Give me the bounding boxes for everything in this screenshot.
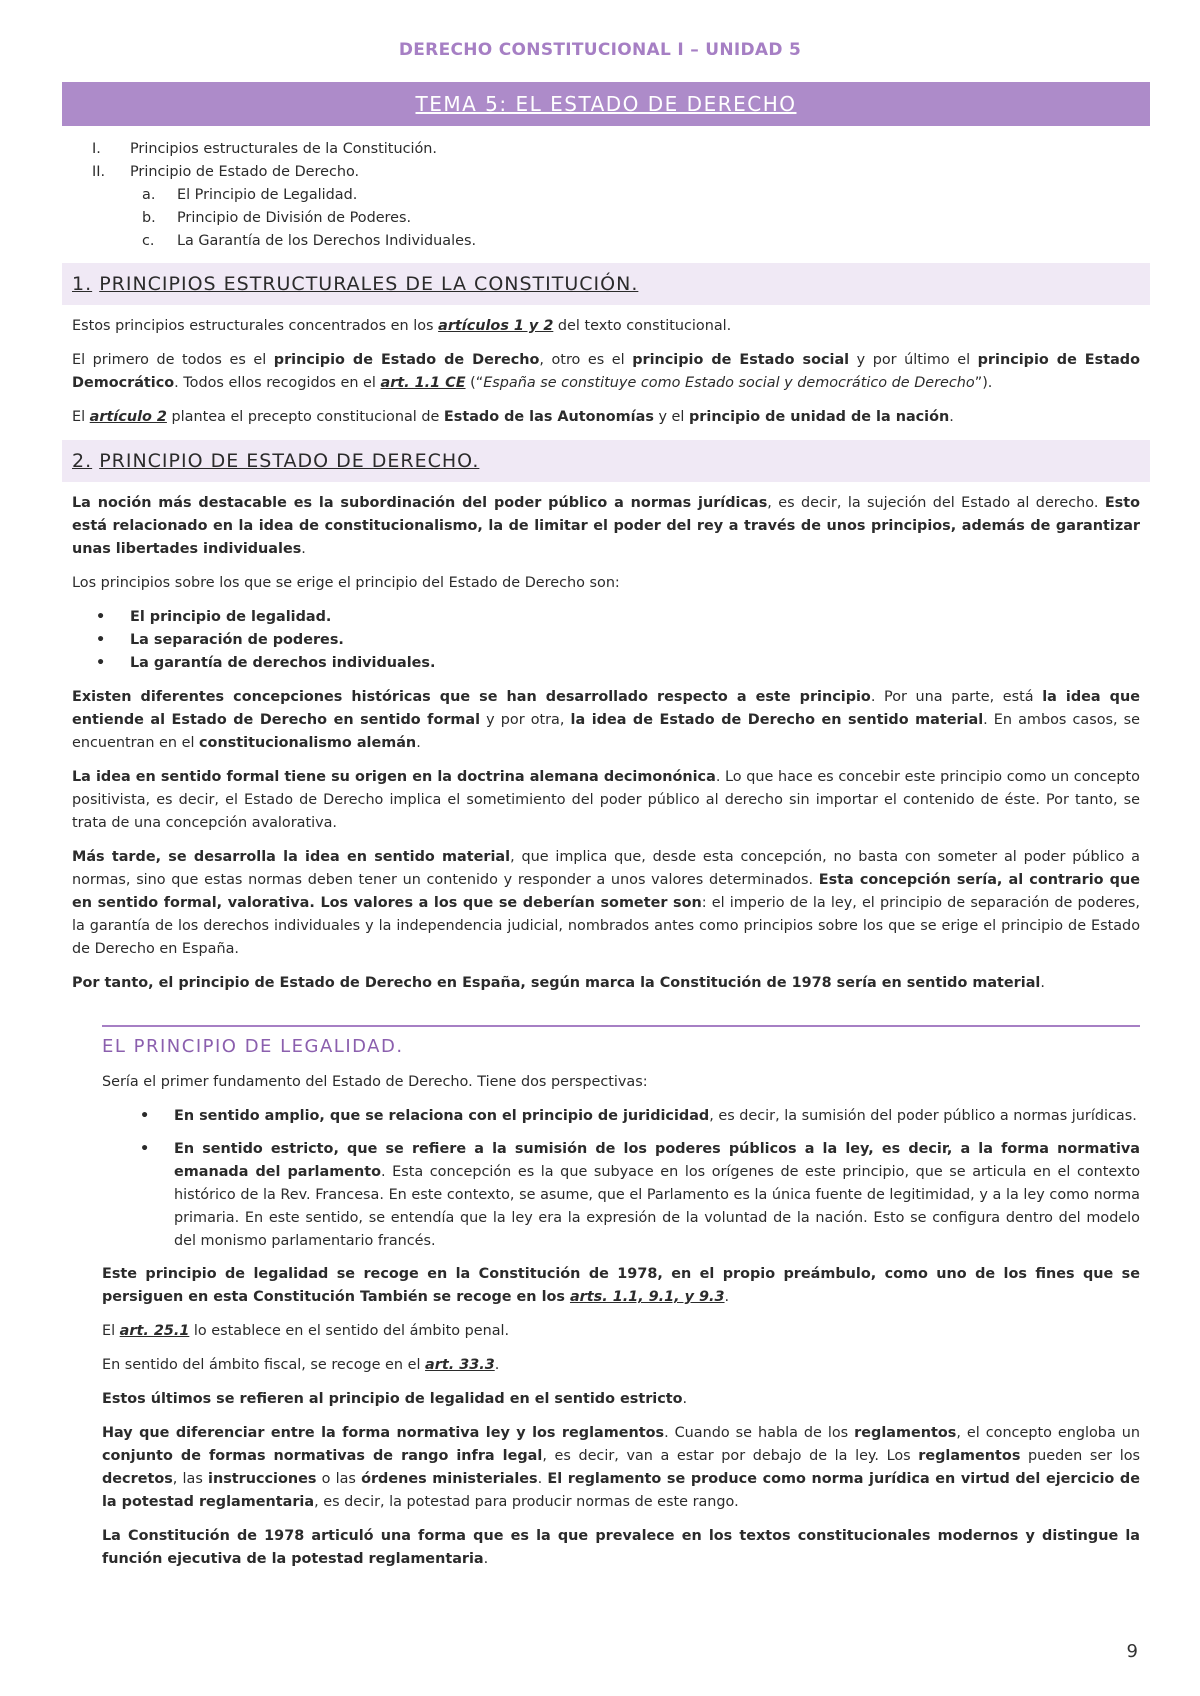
paragraph: Este principio de legalidad se recoge en la Constitución de 1978, en el propio preámbulo, como uno de los fines que se persiguen en esta Constitución También se recoge en los arts. 1.1, 9.1, y 9.3. [102, 1266, 1140, 1305]
subsection-legalidad [102, 1025, 1140, 1571]
paragraph: Más tarde, se desarrolla la idea en sentido material, que implica que, desde esta concepción, no basta con someter al poder público a normas, sino que estas normas deben tener un contenido y responder a unos valores determinados. Esta concepción sería, al contrario que en sentido formal, valorativa. Los valores a los que se deberían someter son: el imperio de la ley, el principio de separación de poderes, la garantía de los derechos individuales y la independencia judicial, nombrados antes como principios sobre los que se erige el principio de Estado de Derecho en España. [72, 849, 1140, 957]
article-reference: art. 25.1 [119, 1323, 190, 1339]
toc-text: Principios estructurales de la Constitución. [130, 141, 437, 157]
subsection-content [102, 1071, 1140, 1571]
paragraph: En sentido del ámbito fiscal, se recoge en el art. 33.3. [102, 1357, 500, 1373]
toc-item [72, 138, 1140, 161]
section-title: PRINCIPIOS ESTRUCTURALES DE LA CONSTITUCIÓN. [99, 273, 639, 295]
list-item: • En sentido estricto, que se refiere a la sumisión de los poderes públicos a la ley, es decir, a la forma normativa emanada del parlamento. Esta concepción es la que subyace en los orígenes de este principio, que se articula en el contexto histórico de la Rev. Francesa. En este contexto, se asume, que el Parlamento es la única fuente de legitimidad, y a la ley como norma primaria. En este sentido, se entendía que la ley era la expresión de la voluntad de la nación. Esto se configura dentro del modelo del monismo parlamentario francés. [102, 1138, 1140, 1253]
section-number: 2. [72, 450, 93, 472]
page-number: 9 [1126, 1641, 1138, 1662]
list-item: • El principio de legalidad. [72, 606, 1140, 629]
paragraph: Sería el primer fundamento del Estado de Derecho. Tiene dos perspectivas: [102, 1074, 648, 1090]
perspectives-list [102, 1105, 1140, 1253]
section-1-heading [62, 263, 1150, 305]
list-item: • En sentido amplio, que se relaciona con el principio de juridicidad, es decir, la sumisión del poder público a normas jurídicas. [102, 1105, 1140, 1128]
toc-text: La Garantía de los Derechos Individuales. [177, 233, 477, 249]
table-of-contents [72, 138, 1140, 253]
paragraph: El primero de todos es el principio de Estado de Derecho, otro es el principio de Estado social y por último el principio de Estado Democrático. Todos ellos recogidos en el art. 1.1 CE (“España se constituye como Estado social y democrático de Derecho”). [72, 352, 1140, 391]
subsection-divider [102, 1025, 1140, 1027]
paragraph: Por tanto, el principio de Estado de Derecho en España, según marca la Constitución de 1978 sería en sentido material. [72, 975, 1045, 991]
subsection-title: EL PRINCIPIO DE LEGALIDAD. [102, 1036, 404, 1057]
toc-number: I. [92, 141, 101, 157]
toc-text: El Principio de Legalidad. [177, 187, 358, 203]
paragraph: La idea en sentido formal tiene su origen en la doctrina alemana decimonónica. Lo que hace es concebir este principio como un concepto positivista, es decir, el Estado de Derecho implica el sometimiento del poder público al derecho sin importar el contenido de éste. Por tanto, se trata de una concepción avalorativa. [72, 769, 1140, 831]
article-reference: arts. 1.1, 9.1, y 9.3 [569, 1289, 725, 1305]
toc-item [72, 161, 1140, 184]
topic-title-banner [62, 82, 1150, 126]
paragraph: La noción más destacable es la subordinación del poder público a normas jurídicas, es decir, la sujeción del Estado al derecho. Esto está relacionado en la idea de constitucionalismo, la de limitar el poder del rey a través de unos principios, además de garantizar unas libertades individuales. [72, 495, 1140, 557]
principles-list [72, 606, 1140, 675]
toc-subitem [72, 230, 1140, 253]
toc-subitem [72, 184, 1140, 207]
article-reference: art. 33.3 [425, 1357, 495, 1373]
paragraph: La Constitución de 1978 articuló una forma que es la que prevalece en los textos constitucionales modernos y distingue la función ejecutiva de la potestad reglamentaria. [102, 1528, 1140, 1567]
toc-number: a. [142, 187, 156, 203]
toc-subitem [72, 207, 1140, 230]
paragraph: El artículo 2 plantea el precepto constitucional de Estado de las Autonomías y el principio de unidad de la nación. [72, 409, 954, 425]
paragraph: Estos últimos se refieren al principio de legalidad en el sentido estricto. [102, 1391, 688, 1407]
article-reference: artículos 1 y 2 [438, 318, 554, 334]
main-content [72, 138, 1140, 1582]
quote: España se constituye como Estado social y democrático de Derecho [483, 375, 975, 391]
topic-title: TEMA 5: EL ESTADO DE DERECHO [415, 92, 797, 116]
toc-number: b. [142, 210, 156, 226]
paragraph: Hay que diferenciar entre la forma normativa ley y los reglamentos. Cuando se habla de los reglamentos, el concepto engloba un conjunto de formas normativas de rango infra legal, es decir, van a estar por debajo de la ley. Los reglamentos pueden ser los decretos, las instrucciones o las órdenes ministeriales. El reglamento se produce como norma jurídica en virtud del ejercicio de la potestad reglamentaria, es decir, la potestad para producir normas de este rango. [102, 1425, 1140, 1510]
article-reference: artículo 2 [89, 409, 167, 425]
toc-number: II. [92, 164, 106, 180]
paragraph: Estos principios estructurales concentrados en los artículos 1 y 2 del texto constitucional. [72, 318, 732, 334]
article-reference: art. 1.1 CE [380, 375, 466, 391]
section-title: PRINCIPIO DE ESTADO DE DERECHO. [99, 450, 480, 472]
list-item: • La separación de poderes. [72, 629, 1140, 652]
section-number: 1. [72, 273, 93, 295]
paragraph: El art. 25.1 lo establece en el sentido del ámbito penal. [102, 1323, 510, 1339]
running-header: DERECHO CONSTITUCIONAL I – UNIDAD 5 [398, 40, 802, 60]
toc-text: Principio de División de Poderes. [177, 210, 412, 226]
list-item: • La garantía de derechos individuales. [72, 652, 1140, 675]
toc-number: c. [142, 233, 155, 249]
toc-text: Principio de Estado de Derecho. [130, 164, 360, 180]
paragraph: Los principios sobre los que se erige el principio del Estado de Derecho son: [72, 575, 620, 591]
section-2-heading [62, 440, 1150, 482]
paragraph: Existen diferentes concepciones históricas que se han desarrollado respecto a este principio. Por una parte, está la idea que entiende al Estado de Derecho en sentido formal y por otra, la idea de Estado de Derecho en sentido material. En ambos casos, se encuentran en el constitucionalismo alemán. [72, 689, 1140, 751]
